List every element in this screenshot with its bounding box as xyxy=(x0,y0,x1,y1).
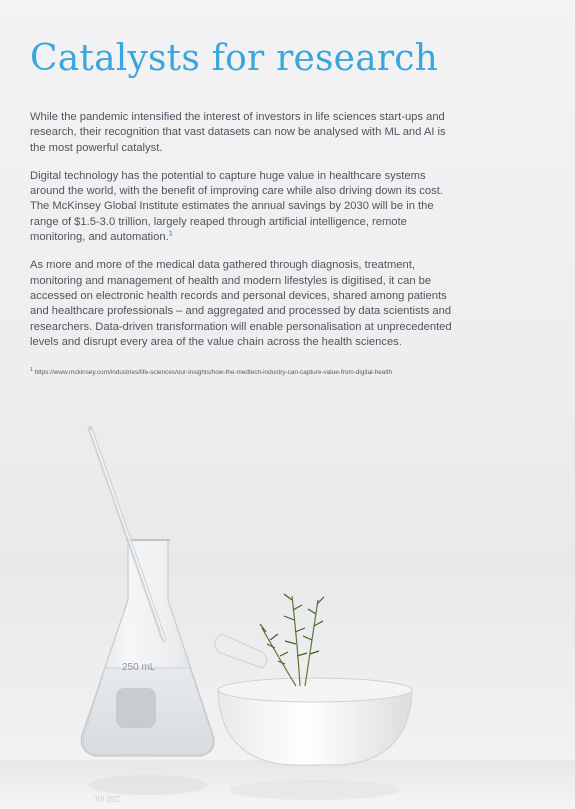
paragraph-text: While the pandemic intensified the interest of investors in life sciences start-ups and research, their recognition that vast datasets can now be analysed with ML and AI is the most powerful catalyst. xyxy=(30,111,446,154)
paragraph-text: As more and more of the medical data gathered through diagnosis, treatment, monitoring and management of health and modern lifestyles is digitised, it can be accessed on electronic health records and personal devices, shared among patients and healthcare professionals – and aggregated and processed by data scientists and researchers. Data-driven transformation will enable personalisation at unprecedented levels and disrupt every area of the value chain across the health sciences. xyxy=(30,259,452,348)
flask-volume-label: 250 mL xyxy=(122,662,156,673)
paragraph-text: Digital technology has the potential to capture huge value in healthcare systems around the world, with the benefit of improving care while also driving down its cost. The McKinsey Global Institute estimates the annual savings by 2030 will be in the range of $1.5-3.0 trillion, largely reaped through artificial intelligence, remote monitoring, and automation. xyxy=(30,169,443,244)
flask-window-mark xyxy=(116,688,156,728)
mortar-rim xyxy=(218,678,412,702)
body-text xyxy=(30,110,460,378)
paragraph-digital-technology xyxy=(30,169,460,245)
page-title: Catalysts for research xyxy=(30,38,439,79)
erlenmeyer-flask xyxy=(81,428,214,803)
footnote-reference[interactable]: 1 xyxy=(168,230,173,238)
footnote xyxy=(30,368,460,378)
paragraph-medical-data xyxy=(30,258,460,350)
footnote-marker: 1 xyxy=(30,367,33,374)
flask-reflection xyxy=(88,775,208,795)
flask-volume-label-reflection: 250 mL xyxy=(93,794,120,803)
rosemary-sprig xyxy=(260,594,324,686)
lab-illustration xyxy=(0,380,575,809)
mortar-reflection xyxy=(230,780,400,800)
paragraph-intro xyxy=(30,110,460,156)
footnote-link[interactable]: https://www.mckinsey.com/industries/life-sciences/our-insights/how-the-medtech-industry-can-capture-value-from-digital-health xyxy=(34,369,393,377)
mortar-and-pestle xyxy=(215,634,412,800)
pestle xyxy=(215,634,267,668)
